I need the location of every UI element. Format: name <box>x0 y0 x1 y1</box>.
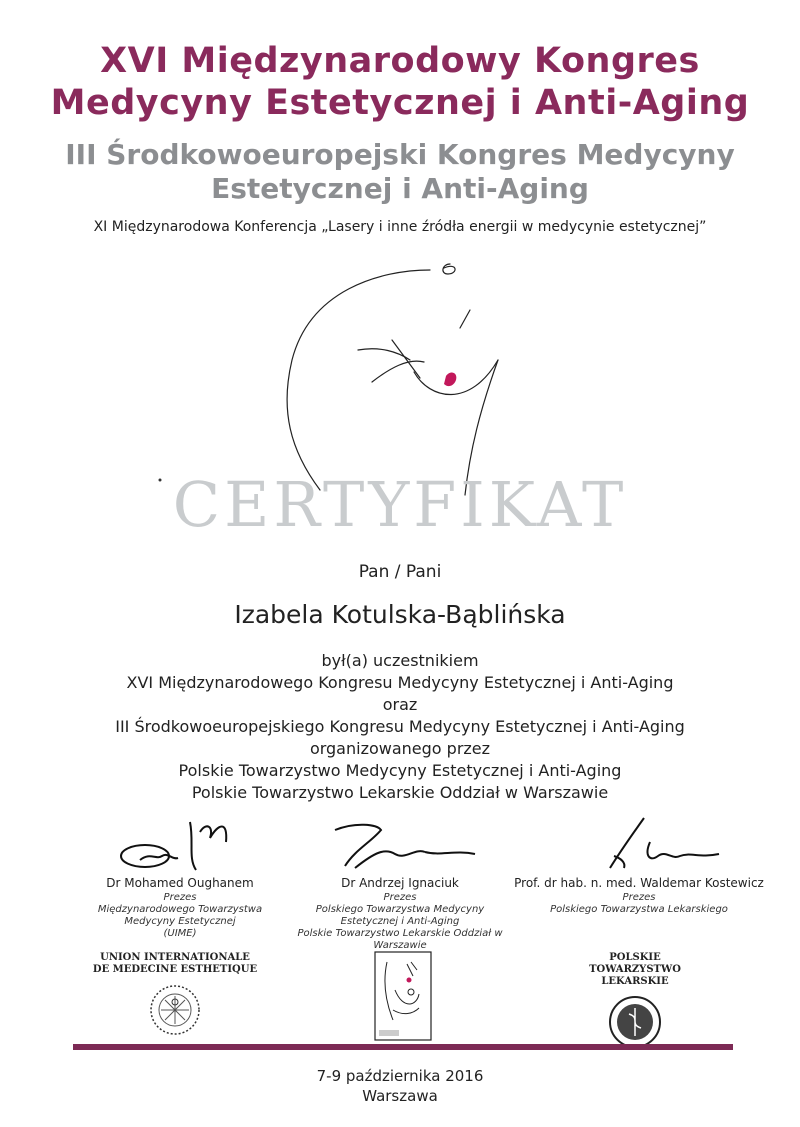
congress-subtitle: III Środkowoeuropejski Kongres Medycyny Estetycznej i Anti-Aging <box>65 138 735 205</box>
signatory-name: Prof. dr hab. n. med. Waldemar Kostewicz <box>514 876 764 890</box>
event-city: Warszawa <box>362 1087 438 1105</box>
ptmeaa-emblem-logo <box>373 950 433 1042</box>
signatory-role: Prezes Polskiego Towarzystwa Medycyny Estetycznej i Anti-Aging Polskie Towarzystwo Lekarskie Oddział w Warszawie <box>297 892 503 951</box>
signatory-1 <box>70 812 290 940</box>
signature-2 <box>315 812 485 876</box>
body-line: Polskie Towarzystwo Lekarskie Oddział w Warszawie <box>191 783 609 802</box>
body-line: XVI Międzynarodowego Kongresu Medycyny Estetycznej i Anti-Aging <box>126 673 674 692</box>
ptl-seal-logo <box>607 994 663 1050</box>
signatory-name: Dr Mohamed Oughanem <box>106 876 254 890</box>
body-line: III Środkowoeuropejskiego Kongresu Medycyny Estetycznej i Anti-Aging <box>115 717 685 736</box>
signatory-role: Prezes Polskiego Towarzystwa Lekarskiego <box>550 892 728 915</box>
event-footer <box>0 1066 800 1106</box>
signatory-3 <box>508 812 770 916</box>
accent-bar <box>73 1044 733 1050</box>
recipient-name: Izabela Kotulska-Bąblińska <box>234 600 566 629</box>
uime-seal-logo <box>145 982 205 1038</box>
heart-icon <box>407 978 412 983</box>
heart-icon <box>444 373 456 387</box>
signatory-name: Dr Andrzej Ignaciuk <box>341 876 459 890</box>
signatory-2 <box>270 812 530 952</box>
conference-line: XI Międzynarodowa Konferencja „Lasery i inne źródła energii w medycynie estetycznej” <box>93 219 707 235</box>
body-line: oraz <box>382 695 418 714</box>
congress-title: XVI Międzynarodowy Kongres Medycyny Estetycznej i Anti-Aging <box>50 41 750 123</box>
event-date: 7-9 października 2016 <box>316 1067 484 1085</box>
salutation: Pan / Pani <box>358 562 442 582</box>
org-ptl: POLSKIE TOWARZYSTWO LEKARSKIE <box>555 952 715 1050</box>
signature-3 <box>554 812 724 876</box>
org-uime: UNION INTERNATIONALE DE MEDECINE ESTHETIQUE <box>85 952 265 1038</box>
signatory-role: Prezes Międzynarodowego Towarzystwa Medycyny Estetycznej (UIME) <box>97 892 263 939</box>
body-line: był(a) uczestnikiem <box>321 651 479 670</box>
signature-1 <box>110 812 250 876</box>
certificate-body <box>0 650 800 804</box>
line-art-illustration <box>0 250 800 500</box>
certificate-heading: CERTYFIKAT <box>172 468 628 541</box>
body-line: Polskie Towarzystwo Medycyny Estetycznej i Anti-Aging <box>178 761 622 780</box>
body-line: organizowanego przez <box>309 739 491 758</box>
